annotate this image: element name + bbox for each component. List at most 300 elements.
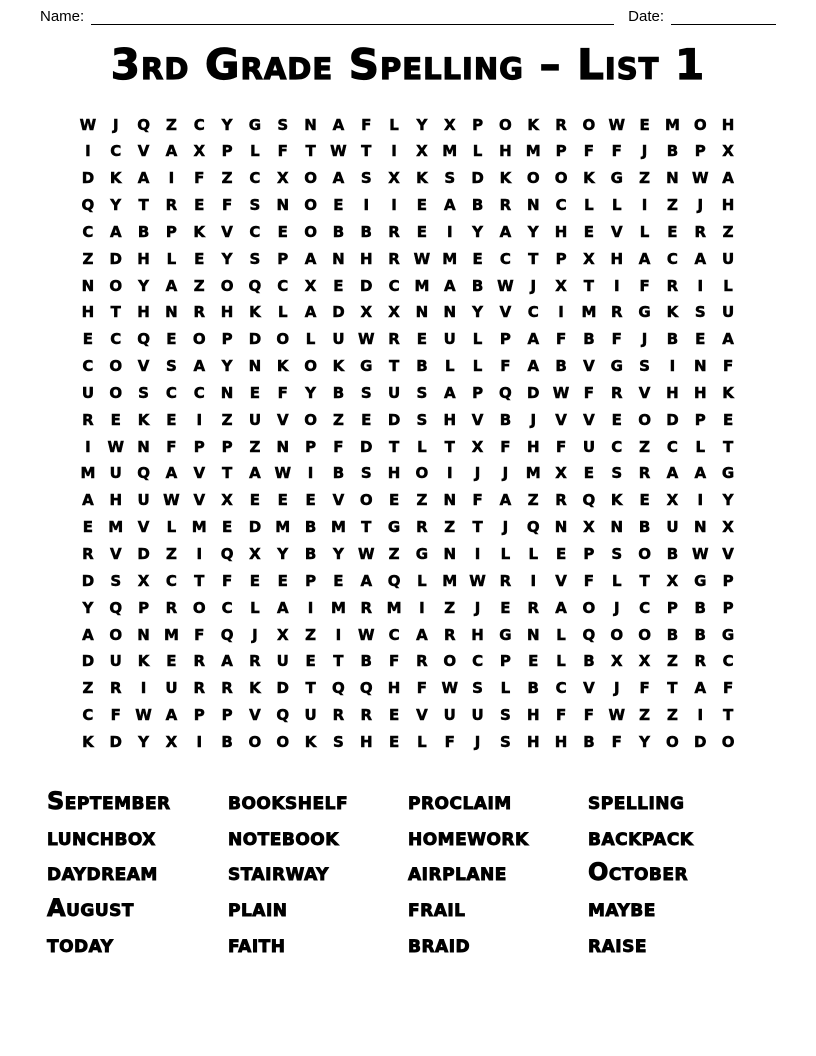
grid-letter: Y <box>110 196 122 215</box>
grid-letter: K <box>304 732 317 751</box>
grid-letter: Q <box>137 115 150 134</box>
grid-letter: K <box>249 679 261 698</box>
grid-letter: I <box>419 598 425 617</box>
grid-letter: Z <box>527 491 539 510</box>
grid-letter: R <box>82 410 94 429</box>
grid-letter: L <box>500 545 511 564</box>
grid-letter: B <box>527 679 539 698</box>
word-item: airplane <box>408 858 507 887</box>
grid-letter: S <box>110 571 122 590</box>
grid-letter: N <box>165 303 178 322</box>
grid-letter: F <box>611 330 622 349</box>
grid-letter: D <box>694 732 707 751</box>
grid-letter: A <box>527 357 540 376</box>
grid-letter: D <box>81 169 95 188</box>
grid-letter: J <box>613 679 620 698</box>
grid-letter: H <box>610 249 624 268</box>
grid-letter: I <box>363 196 370 215</box>
grid-letter: Q <box>582 491 596 510</box>
grid-letter: F <box>583 571 595 590</box>
grid-letter: B <box>304 545 317 564</box>
grid-letter: N <box>554 518 568 537</box>
grid-letter: V <box>193 491 206 510</box>
grid-letter: M <box>581 303 597 322</box>
grid-letter: T <box>639 571 650 590</box>
grid-letter: V <box>583 357 595 376</box>
grid-letter: I <box>669 357 676 376</box>
grid-letter: E <box>416 196 428 215</box>
grid-letter: E <box>221 518 233 537</box>
grid-letter: A <box>165 142 178 161</box>
grid-letter: L <box>444 357 455 376</box>
grid-letter: F <box>500 357 511 376</box>
grid-letter: S <box>416 383 428 402</box>
grid-letter: Z <box>388 545 400 564</box>
grid-letter: E <box>277 491 288 510</box>
grid-letter: L <box>250 142 260 161</box>
grid-letter: W <box>163 491 180 510</box>
word-item: homework <box>408 822 529 851</box>
grid-letter: V <box>137 518 150 537</box>
grid-letter: O <box>582 598 596 617</box>
grid-letter: A <box>555 598 567 617</box>
grid-letter: L <box>417 732 427 751</box>
date-blank-line <box>671 9 776 25</box>
grid-letter: C <box>666 249 678 268</box>
grid-letter: H <box>220 303 234 322</box>
grid-letter: D <box>137 545 150 564</box>
grid-letter: W <box>79 115 97 134</box>
grid-letter: Y <box>82 598 94 617</box>
word-item: today <box>47 929 114 958</box>
grid-letter: D <box>109 249 122 268</box>
grid-letter: P <box>138 598 150 617</box>
grid-letter: W <box>469 571 486 590</box>
grid-letter: Y <box>472 303 484 322</box>
grid-letter: L <box>250 598 260 617</box>
grid-letter: B <box>638 518 651 537</box>
grid-letter: E <box>583 222 595 241</box>
grid-letter: F <box>166 437 177 456</box>
grid-letter: Z <box>221 410 233 429</box>
grid-letter: C <box>722 652 734 671</box>
grid-letter: E <box>416 330 428 349</box>
grid-letter: P <box>221 330 233 349</box>
grid-letter: T <box>305 142 316 161</box>
grid-letter: A <box>221 652 233 671</box>
grid-letter: F <box>110 706 121 725</box>
grid-letter: A <box>527 330 540 349</box>
grid-letter: E <box>166 652 177 671</box>
grid-letter: Z <box>444 518 456 537</box>
grid-letter: Z <box>332 410 344 429</box>
grid-letter: Q <box>137 464 150 483</box>
grid-letter: R <box>193 679 206 698</box>
grid-letter: O <box>220 276 234 295</box>
grid-letter: U <box>81 383 94 402</box>
grid-letter: J <box>502 518 509 537</box>
grid-letter: J <box>474 732 481 751</box>
grid-letter: F <box>221 196 233 215</box>
date-label: Date: <box>628 7 664 25</box>
grid-letter: Z <box>82 679 94 698</box>
grid-letter: N <box>304 115 317 134</box>
grid-letter: P <box>499 652 511 671</box>
grid-letter: D <box>276 679 289 698</box>
grid-letter: K <box>249 303 261 322</box>
grid-letter: A <box>304 303 317 322</box>
grid-letter: V <box>332 491 345 510</box>
grid-letter: N <box>443 491 457 510</box>
grid-letter: L <box>277 303 288 322</box>
grid-letter: O <box>276 330 290 349</box>
grid-letter: C <box>221 598 233 617</box>
grid-letter: I <box>446 222 453 241</box>
grid-letter: Z <box>221 169 233 188</box>
grid-letter: Z <box>193 276 205 295</box>
grid-letter: G <box>499 625 512 644</box>
grid-letter: X <box>249 545 261 564</box>
grid-letter: A <box>304 249 317 268</box>
grid-letter: M <box>330 518 346 537</box>
grid-letter: J <box>474 464 481 483</box>
grid-letter: N <box>526 625 540 644</box>
grid-letter: W <box>357 625 375 644</box>
grid-letter: T <box>110 303 121 322</box>
grid-letter: H <box>526 706 540 725</box>
grid-letter: R <box>555 491 567 510</box>
word-item: August <box>47 893 134 922</box>
grid-letter: M <box>442 142 458 161</box>
grid-letter: E <box>500 598 511 617</box>
grid-letter: F <box>500 437 511 456</box>
grid-letter: X <box>555 276 567 295</box>
grid-letter: F <box>472 491 483 510</box>
grid-letter: A <box>722 169 734 188</box>
grid-letter: R <box>443 625 456 644</box>
word-item: braid <box>408 929 471 958</box>
grid-letter: L <box>472 330 483 349</box>
grid-letter: X <box>722 518 734 537</box>
grid-letter: Y <box>221 357 233 376</box>
grid-letter: K <box>137 410 150 429</box>
grid-letter: I <box>307 464 314 483</box>
grid-letter: Y <box>722 491 734 510</box>
grid-letter: U <box>666 518 679 537</box>
grid-letter: R <box>416 518 428 537</box>
grid-letter: D <box>666 410 679 429</box>
grid-letter: Z <box>639 437 651 456</box>
grid-letter: B <box>583 732 595 751</box>
grid-letter: J <box>502 464 509 483</box>
grid-letter: N <box>693 357 707 376</box>
grid-letter: V <box>193 464 206 483</box>
grid-letter: B <box>332 383 345 402</box>
grid-letter: E <box>583 464 595 483</box>
grid-letter: I <box>697 706 704 725</box>
grid-letter: P <box>583 545 595 564</box>
grid-letter: F <box>221 571 233 590</box>
grid-letter: O <box>304 357 317 376</box>
grid-letter: B <box>499 410 512 429</box>
grid-letter: I <box>530 571 537 590</box>
grid-letter: O <box>443 652 457 671</box>
grid-letter: B <box>416 357 428 376</box>
grid-letter: E <box>388 706 400 725</box>
grid-letter: A <box>193 357 206 376</box>
grid-letter: P <box>472 115 484 134</box>
word-item: raise <box>588 929 647 958</box>
grid-letter: N <box>276 196 290 215</box>
grid-letter: I <box>168 169 175 188</box>
grid-letter: N <box>443 303 457 322</box>
word-item: faith <box>228 929 286 958</box>
grid-letter: C <box>249 169 261 188</box>
grid-letter: Q <box>359 679 373 698</box>
grid-letter: I <box>474 545 481 564</box>
grid-letter: P <box>221 142 233 161</box>
grid-letter: O <box>693 115 707 134</box>
grid-letter: B <box>332 464 345 483</box>
grid-letter: U <box>165 679 178 698</box>
grid-letter: Z <box>639 169 651 188</box>
grid-letter: F <box>277 383 288 402</box>
grid-letter: M <box>386 598 402 617</box>
grid-letter: T <box>361 518 372 537</box>
grid-letter: R <box>193 652 206 671</box>
grid-letter: H <box>554 732 568 751</box>
grid-letter: X <box>666 491 679 510</box>
grid-letter: X <box>610 652 623 671</box>
grid-letter: O <box>554 169 568 188</box>
word-item: notebook <box>228 822 339 851</box>
grid-letter: V <box>583 679 595 698</box>
grid-letter: N <box>220 383 234 402</box>
grid-letter: F <box>583 383 595 402</box>
grid-letter: R <box>388 330 400 349</box>
grid-letter: C <box>110 330 122 349</box>
grid-letter: A <box>694 464 707 483</box>
grid-letter: E <box>555 545 567 564</box>
grid-letter: K <box>137 652 150 671</box>
grid-letter: S <box>639 357 650 376</box>
grid-letter: G <box>387 518 401 537</box>
name-blank-line <box>91 9 614 25</box>
grid-letter: P <box>193 706 205 725</box>
grid-letter: O <box>109 625 123 644</box>
word-item: October <box>588 858 689 887</box>
grid-letter: R <box>165 598 178 617</box>
grid-letter: T <box>194 571 205 590</box>
grid-letter: X <box>416 142 428 161</box>
grid-letter: D <box>248 330 262 349</box>
grid-letter: X <box>193 142 206 161</box>
grid-letter: W <box>608 115 626 134</box>
grid-letter: V <box>276 410 289 429</box>
grid-letter: A <box>666 464 679 483</box>
grid-letter: M <box>414 276 430 295</box>
grid-letter: T <box>722 706 734 725</box>
grid-letter: S <box>360 383 372 402</box>
grid-letter: L <box>723 276 733 295</box>
grid-letter: Z <box>444 598 456 617</box>
grid-letter: Y <box>138 276 150 295</box>
grid-letter: E <box>82 330 94 349</box>
grid-letter: Q <box>81 196 95 215</box>
grid-letter: B <box>666 625 679 644</box>
grid-letter: C <box>277 276 289 295</box>
grid-letter: W <box>357 545 375 564</box>
grid-letter: L <box>556 625 566 644</box>
grid-letter: H <box>443 410 457 429</box>
grid-letter: Z <box>305 625 317 644</box>
grid-letter: M <box>525 464 541 483</box>
grid-letter: R <box>416 652 428 671</box>
grid-letter: H <box>526 437 540 456</box>
grid-letter: B <box>694 625 706 644</box>
word-item: bookshelf <box>228 787 349 816</box>
grid-letter: L <box>417 437 427 456</box>
grid-letter: S <box>249 249 261 268</box>
grid-letter: E <box>305 491 316 510</box>
grid-letter: N <box>526 196 540 215</box>
grid-letter: N <box>332 249 345 268</box>
grid-letter: R <box>388 249 400 268</box>
word-item: lunchbox <box>47 822 156 851</box>
grid-letter: A <box>276 598 289 617</box>
grid-letter: I <box>307 598 314 617</box>
grid-letter: F <box>388 652 400 671</box>
grid-letter: K <box>416 169 428 188</box>
grid-letter: E <box>667 222 678 241</box>
grid-letter: Q <box>276 706 290 725</box>
grid-letter: P <box>722 571 734 590</box>
grid-letter: I <box>558 303 564 322</box>
grid-letter: S <box>416 410 428 429</box>
grid-letter: U <box>109 464 122 483</box>
grid-letter: I <box>697 491 704 510</box>
grid-letter: T <box>305 679 316 698</box>
grid-letter: N <box>137 437 150 456</box>
word-item: stairway <box>228 858 329 887</box>
grid-letter: H <box>721 196 735 215</box>
grid-letter: T <box>138 196 149 215</box>
grid-letter: Y <box>416 115 428 134</box>
grid-letter: A <box>332 169 345 188</box>
grid-letter: O <box>610 625 624 644</box>
grid-letter: B <box>694 598 706 617</box>
grid-letter: H <box>387 679 401 698</box>
grid-letter: C <box>666 437 678 456</box>
grid-letter: Z <box>666 196 678 215</box>
grid-letter: R <box>388 222 400 241</box>
grid-letter: T <box>388 357 400 376</box>
grid-letter: Q <box>526 518 540 537</box>
grid-letter: I <box>613 276 620 295</box>
grid-letter: V <box>555 410 567 429</box>
grid-letter: L <box>528 545 539 564</box>
grid-letter: C <box>193 115 205 134</box>
word-item: daydream <box>47 858 158 887</box>
grid-letter: V <box>137 142 150 161</box>
grid-letter: J <box>252 625 258 644</box>
grid-letter: R <box>555 115 567 134</box>
word-item: plain <box>228 893 288 922</box>
grid-letter: Z <box>639 706 651 725</box>
grid-letter: T <box>388 437 400 456</box>
grid-letter: N <box>276 437 290 456</box>
grid-letter: I <box>697 276 704 295</box>
grid-letter: X <box>388 303 400 322</box>
grid-letter: O <box>109 276 123 295</box>
grid-letter: X <box>360 303 373 322</box>
grid-letter: T <box>221 464 233 483</box>
grid-letter: D <box>360 276 373 295</box>
word-item: September <box>47 787 171 816</box>
grid-letter: Y <box>305 383 317 402</box>
grid-letter: F <box>611 732 622 751</box>
grid-letter: C <box>165 383 177 402</box>
grid-letter: J <box>530 276 537 295</box>
grid-letter: F <box>639 276 650 295</box>
grid-letter: R <box>109 679 122 698</box>
grid-letter: H <box>387 464 401 483</box>
grid-letter: Y <box>221 249 233 268</box>
grid-letter: C <box>82 357 94 376</box>
grid-letter: W <box>691 169 709 188</box>
grid-letter: Y <box>277 545 289 564</box>
grid-letter: E <box>333 196 344 215</box>
grid-letter: J <box>641 330 648 349</box>
grid-letter: G <box>721 625 735 644</box>
grid-letter: A <box>332 115 345 134</box>
grid-letter: U <box>276 652 289 671</box>
grid-letter: I <box>335 625 342 644</box>
grid-letter: B <box>583 652 595 671</box>
grid-letter: Y <box>527 222 539 241</box>
grid-letter: F <box>361 115 372 134</box>
grid-letter: Y <box>332 545 344 564</box>
grid-letter: E <box>611 410 622 429</box>
grid-letter: R <box>360 598 373 617</box>
grid-letter: G <box>694 571 707 590</box>
grid-letter: O <box>304 196 317 215</box>
grid-letter: R <box>165 196 178 215</box>
grid-letter: Y <box>472 222 484 241</box>
grid-letter: W <box>357 330 375 349</box>
grid-letter: B <box>666 142 679 161</box>
grid-letter: R <box>82 545 94 564</box>
grid-letter: A <box>443 196 456 215</box>
grid-letter: H <box>721 115 735 134</box>
grid-letter: K <box>722 383 734 402</box>
grid-letter: W <box>413 249 431 268</box>
grid-letter: H <box>526 732 540 751</box>
grid-letter: A <box>165 706 178 725</box>
grid-letter: V <box>499 303 512 322</box>
grid-letter: O <box>304 169 317 188</box>
grid-letter: L <box>305 330 316 349</box>
grid-letter: N <box>81 276 95 295</box>
grid-letter: P <box>694 410 706 429</box>
grid-letter: R <box>666 276 679 295</box>
grid-letter: Z <box>666 706 678 725</box>
grid-letter: X <box>583 518 595 537</box>
page-title: 3rd Grade Spelling – List 1 <box>110 40 706 89</box>
grid-letter: F <box>194 169 205 188</box>
grid-letter: F <box>639 679 650 698</box>
grid-letter: F <box>722 357 734 376</box>
